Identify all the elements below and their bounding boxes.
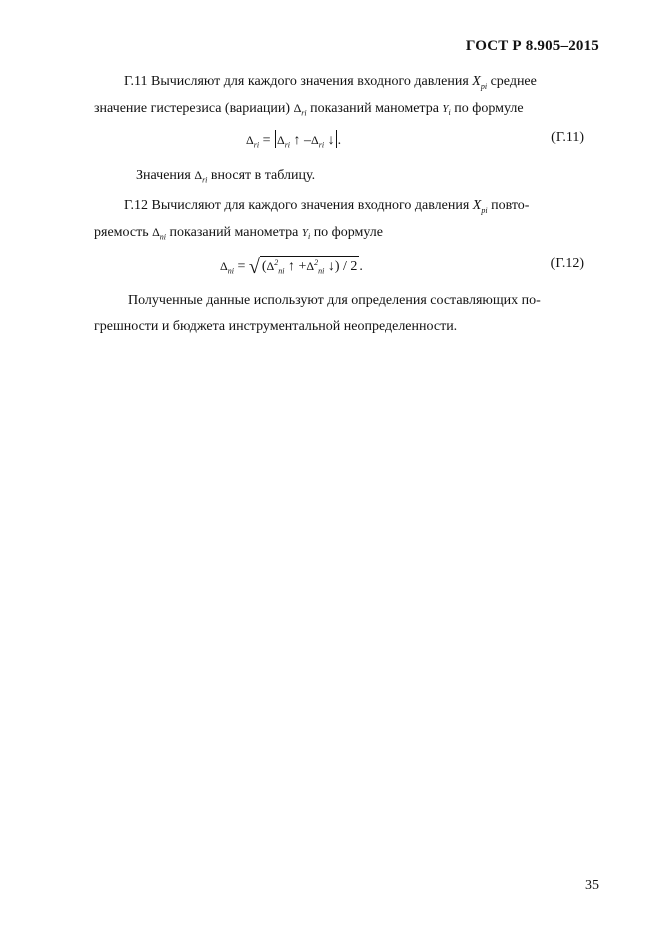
paragraph-conclusion — [94, 288, 586, 340]
text-line: Значения — [136, 168, 191, 183]
symbol-delta: $\Delta_{ri}$ — [194, 168, 208, 185]
text-line: значение гистерезиса (вариации) — [94, 101, 291, 116]
symbol-x: $X_{pi}$ — [472, 74, 488, 91]
equation-g12 — [94, 256, 586, 282]
paragraph-g11 — [94, 69, 586, 122]
text-line: Г.12 Вычисляют для каждого значения входного давления — [124, 198, 470, 213]
text-line: грешности и бюджета инструментальной неопределенности. — [94, 319, 458, 334]
symbol-delta: $\Delta_{ri}$ — [293, 101, 307, 118]
text-line: среднее — [490, 74, 537, 89]
paragraph-values — [94, 162, 586, 189]
text-line: показаний манометра — [310, 101, 439, 116]
text-line: повто- — [491, 198, 530, 213]
text-line: ряемость — [94, 225, 149, 240]
text-line: показаний манометра — [169, 225, 299, 240]
text-line: Полученные данные используют для определения составляющих по- — [128, 293, 541, 308]
symbol-y: $Y_i$ — [442, 103, 451, 118]
formula: $\Delta_{ni}$ = √ ($\Delta^2_{ni}$ ↑ $+\Delta^2_{ni}$ ↓) / 2 . — [220, 256, 363, 278]
symbol-y: $Y_i$ — [301, 227, 311, 242]
text-line: Г.11 Вычисляют для каждого значения входного давления — [124, 74, 469, 89]
text-line: по формуле — [454, 101, 524, 116]
page-number: 35 — [585, 878, 599, 893]
formula: $\Delta_{ri} = \Delta_{ri}$ ↑ $-\Delta_{ri}$ ↓ . — [246, 130, 341, 149]
symbol-delta: $\Delta_{ni}$ — [152, 225, 167, 242]
equation-number: (Г.12) — [550, 256, 584, 271]
symbol-x: $X_{pi}$ — [472, 198, 488, 215]
text-line: по формуле — [313, 225, 383, 240]
equation-number: (Г.11) — [551, 130, 584, 145]
document-header-id: ГОСТ Р 8.905–2015 — [465, 38, 599, 54]
text-line: вносят в таблицу. — [210, 168, 316, 183]
equation-g11 — [94, 130, 586, 156]
paragraph-g12 — [94, 193, 586, 246]
